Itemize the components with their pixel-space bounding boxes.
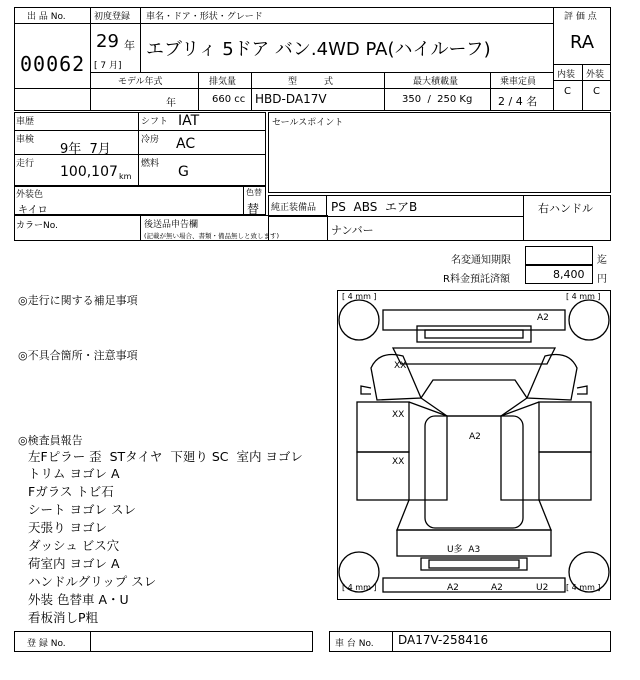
mileage-value: 100,107 bbox=[60, 164, 118, 180]
plate-value: ナンバー bbox=[331, 224, 374, 237]
tire-tread-rr: [ 4 mm ] bbox=[566, 583, 601, 592]
damage-mark-rear-bumper-left: A2 bbox=[447, 583, 459, 593]
model-year-label: モデル年式 bbox=[118, 77, 163, 87]
fuel-label: 燃料 bbox=[141, 159, 160, 169]
inspector-line: 荷室内 ヨゴレ A bbox=[28, 556, 120, 571]
displacement-label: 排気量 bbox=[209, 77, 237, 87]
interior-label: 内装 bbox=[557, 70, 576, 80]
first-reg-label: 初度登録 bbox=[94, 12, 131, 22]
reg-no-label: 登 録 No. bbox=[27, 639, 66, 649]
reg-year: 29 bbox=[96, 31, 119, 52]
capacity-value: 2 / 4 名 bbox=[498, 95, 538, 108]
exterior-grade: C bbox=[593, 86, 600, 97]
damage-mark-rear-corner: U2 bbox=[536, 583, 549, 593]
equipment-value: PS ABS エアB bbox=[331, 200, 418, 214]
model-code-value: HBD-DA17V bbox=[255, 92, 327, 106]
displacement-value: 660 cc bbox=[212, 94, 246, 105]
ac-value: AC bbox=[176, 136, 196, 152]
equipment-label: 純正装備品 bbox=[271, 203, 317, 213]
docs-label: 後送品申告欄 bbox=[144, 220, 199, 230]
shift-value: IAT bbox=[178, 113, 200, 129]
exterior-color-label: 外装色 bbox=[16, 190, 44, 200]
reg-month: [ 7 月] bbox=[94, 61, 122, 71]
mileage-label: 走行 bbox=[16, 159, 35, 169]
front-left-tire-icon bbox=[339, 300, 379, 340]
fuel-value: G bbox=[178, 164, 189, 180]
recycle-unit: 円 bbox=[597, 274, 607, 285]
chassis-value: DA17V-258416 bbox=[398, 633, 489, 647]
tire-tread-fr: [ 4 mm ] bbox=[566, 292, 601, 301]
damage-mark-cargo: U多 A3 bbox=[447, 545, 481, 555]
defects-header: ◎不具合箇所・注意事項 bbox=[18, 349, 138, 362]
inspector-line: ハンドルグリップ スレ bbox=[28, 574, 157, 589]
ac-label: 冷房 bbox=[141, 135, 160, 145]
inspector-line: トリム ヨゴレ A bbox=[28, 466, 120, 481]
tire-tread-rl: [ 4 mm ] bbox=[342, 583, 377, 592]
car-name: エブリィ 5ドア バン.4WD PA(ハイルーフ) bbox=[146, 39, 491, 60]
inspector-line: 外装 色替車 A・U bbox=[28, 592, 129, 607]
color-no-label: カラーNo. bbox=[16, 221, 58, 231]
history-label: 車歴 bbox=[16, 117, 35, 127]
chassis-label: 車 台 No. bbox=[335, 639, 374, 649]
inspector-line: 天張り ヨゴレ bbox=[28, 520, 107, 535]
sales-point-label: セールスポイント bbox=[272, 118, 344, 128]
exterior-label: 外装 bbox=[586, 70, 605, 80]
title-label: 車名・ドア・形状・グレード bbox=[146, 12, 263, 22]
recycle-value: 8,400 bbox=[553, 268, 585, 281]
max-load-value: 350 / 250 Kg bbox=[402, 94, 473, 105]
driving-notes-header: ◎走行に関する補足事項 bbox=[18, 294, 138, 307]
inspector-line: 看板消しP粗 bbox=[28, 610, 99, 625]
capacity-label: 乗車定員 bbox=[500, 77, 537, 87]
notice-value bbox=[525, 246, 593, 265]
damage-mark-left-fender: XX bbox=[394, 361, 407, 371]
notice-label: 名変通知期限 bbox=[451, 255, 511, 266]
score-label: 評 価 点 bbox=[564, 12, 597, 22]
damage-mark-rear-bumper-right: A2 bbox=[491, 583, 503, 593]
inspection-label: 車検 bbox=[16, 135, 35, 145]
repaint-value: 替 bbox=[247, 202, 260, 216]
color-block bbox=[14, 186, 266, 215]
mileage-unit: km bbox=[119, 172, 132, 181]
inspector-line: 左Fピラー 歪 STタイヤ 下廻り SC 室内 ヨゴレ bbox=[28, 449, 303, 464]
exterior-color-value: キイロ bbox=[18, 205, 48, 216]
damage-mark-left-rear-door: XX bbox=[392, 457, 405, 467]
inspector-header: ◎検査員報告 bbox=[18, 434, 83, 447]
interior-grade: C bbox=[564, 86, 571, 97]
inspector-line: シート ヨゴレ スレ bbox=[28, 502, 136, 517]
lot-number: 00062 bbox=[20, 52, 86, 76]
overall-score: RA bbox=[570, 32, 595, 53]
damage-mark-left-front-door: XX bbox=[392, 410, 405, 420]
model-code-label: 型 式 bbox=[288, 77, 334, 87]
reg-year-unit: 年 bbox=[124, 39, 135, 52]
lot-label: 出 品 No. bbox=[27, 12, 66, 22]
inspection-value: 9年 7月 bbox=[60, 142, 111, 157]
damage-mark-front-bumper: A2 bbox=[537, 313, 549, 323]
front-right-tire-icon bbox=[569, 300, 609, 340]
vehicle-details bbox=[14, 112, 266, 186]
tire-tread-fl: [ 4 mm ] bbox=[342, 292, 377, 301]
recycle-label: R料金預託済額 bbox=[443, 274, 510, 285]
shift-label: シフト bbox=[141, 117, 169, 127]
notice-unit: 迄 bbox=[597, 255, 607, 266]
inspector-line: Fガラス トビ石 bbox=[28, 484, 114, 499]
damage-mark-roof: A2 bbox=[469, 432, 481, 442]
repaint-label: 色替 bbox=[246, 188, 262, 197]
docs-note: (記載が無い場合、書類・備品無しと致します) bbox=[144, 232, 280, 240]
max-load-label: 最大積載量 bbox=[413, 77, 459, 87]
inspector-line: ダッシュ ビス穴 bbox=[28, 538, 120, 553]
handle-value: 右ハンドル bbox=[538, 202, 593, 215]
model-year-value: 年 bbox=[166, 98, 176, 109]
